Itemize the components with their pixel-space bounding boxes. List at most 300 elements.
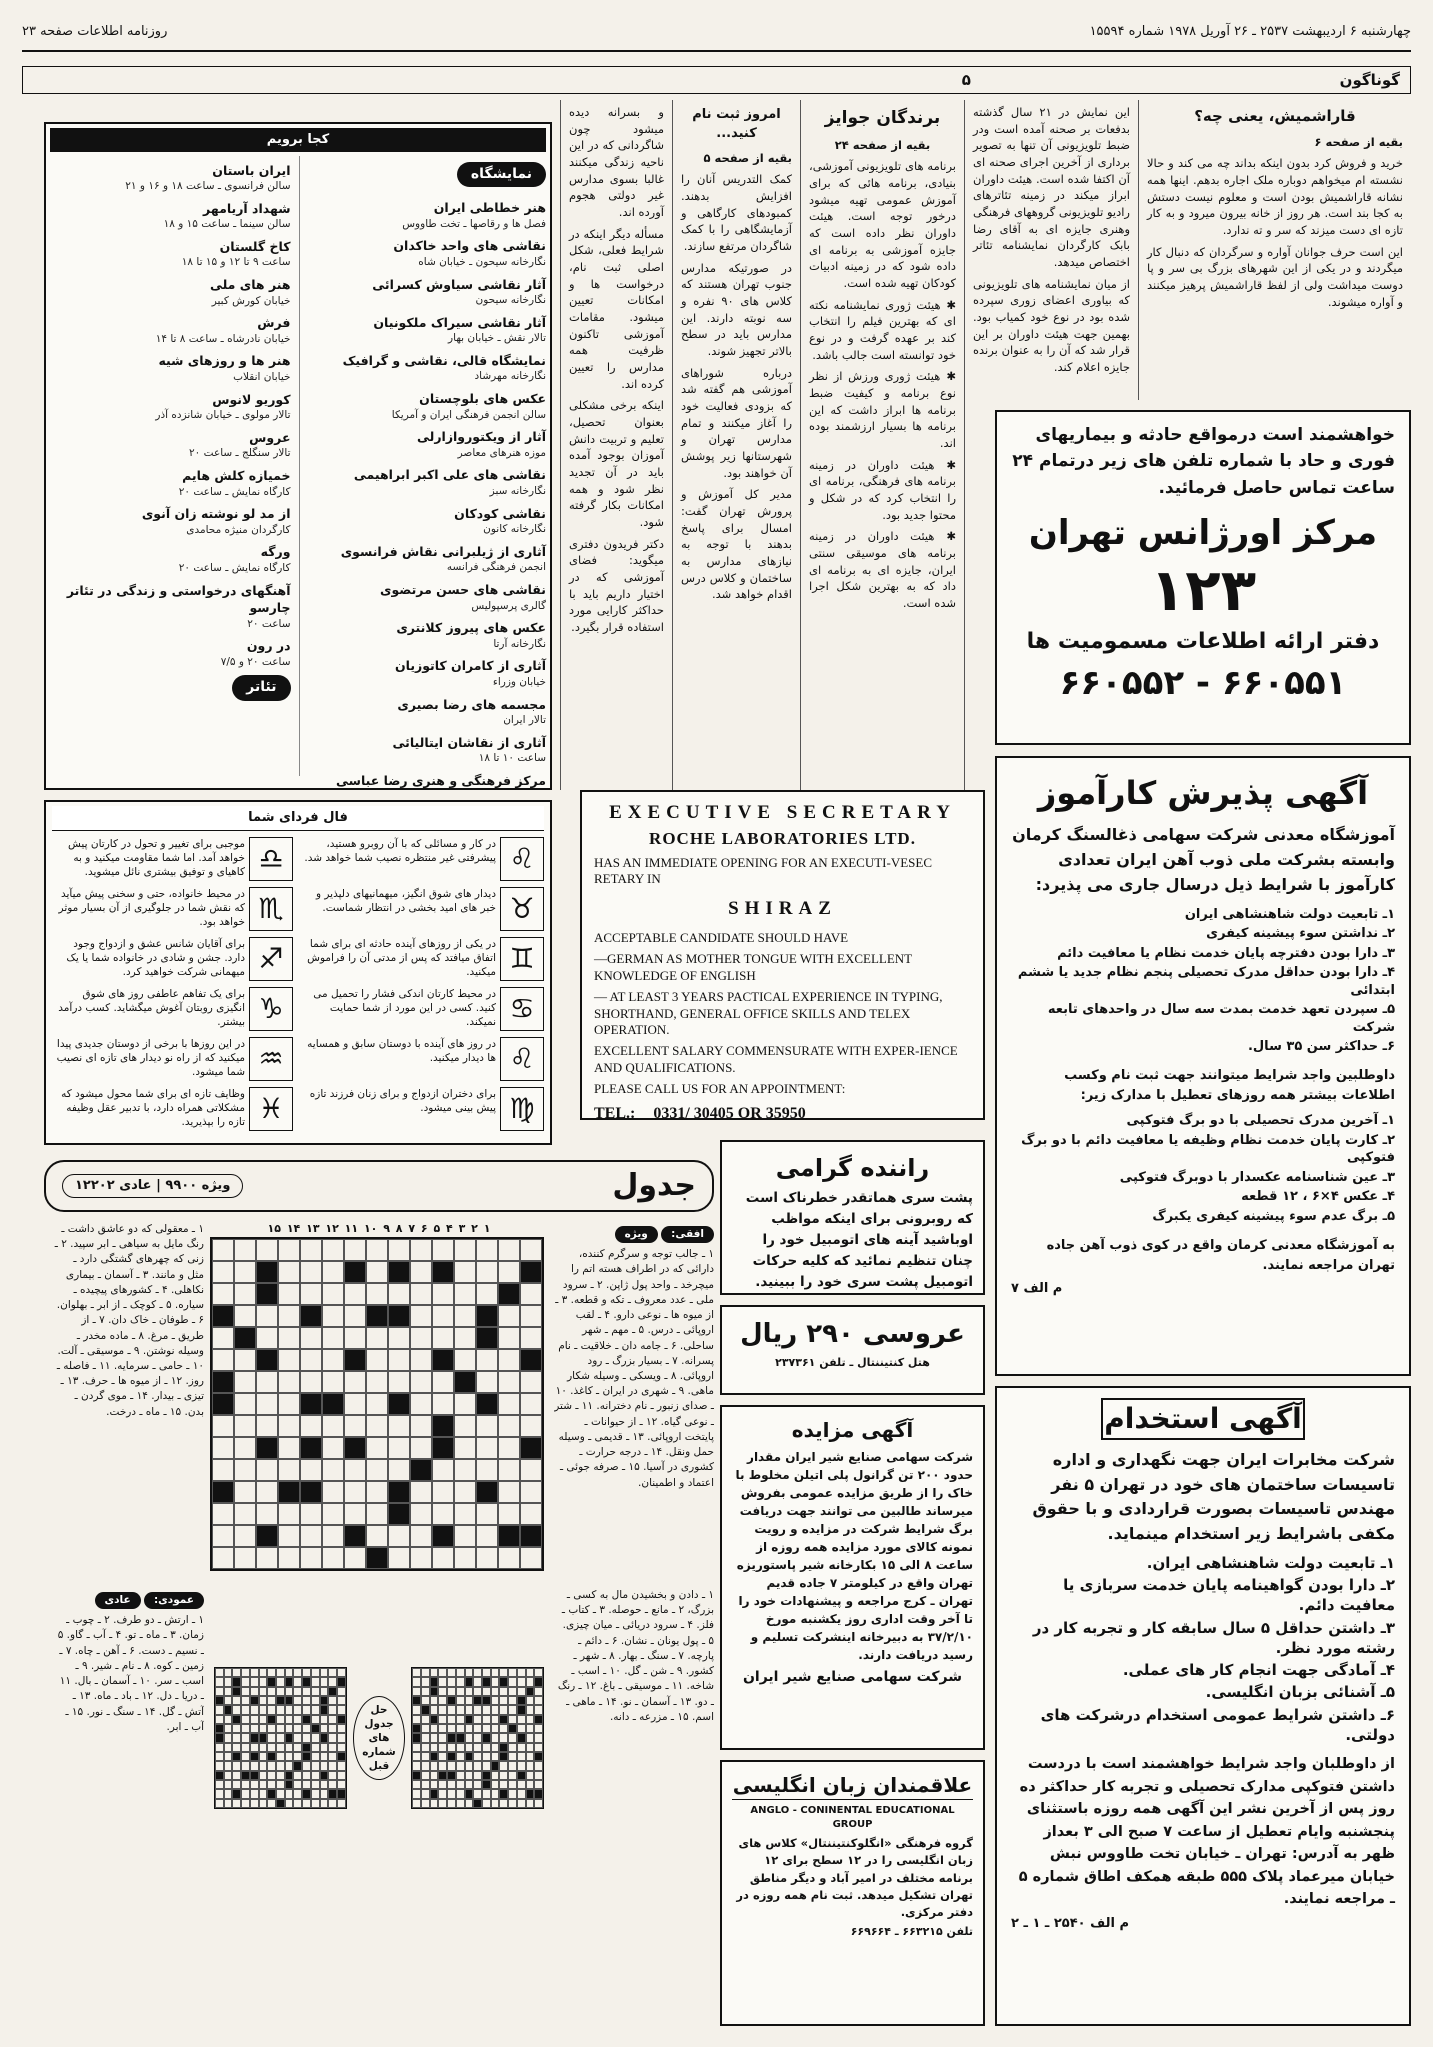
crossword-cell[interactable] (322, 1415, 344, 1437)
crossword-cell[interactable] (432, 1503, 454, 1525)
crossword-cell[interactable] (410, 1283, 432, 1305)
crossword-cell[interactable] (476, 1503, 498, 1525)
column-register (672, 100, 800, 790)
crossword-cell[interactable] (322, 1239, 344, 1261)
crossword-cell (267, 1799, 276, 1808)
crossword-cell[interactable] (410, 1393, 432, 1415)
crossword-cell (267, 1687, 276, 1696)
crossword-cell[interactable] (388, 1283, 410, 1305)
crossword-cell[interactable] (212, 1327, 234, 1349)
crossword-cell (526, 1696, 535, 1705)
crossword-cell[interactable] (322, 1525, 344, 1547)
crossword-cell[interactable] (366, 1371, 388, 1393)
crossword-cell[interactable] (498, 1503, 520, 1525)
crossword-cell[interactable] (454, 1459, 476, 1481)
crossword-cell[interactable] (410, 1305, 432, 1327)
crossword-cell (491, 1799, 500, 1808)
crossword-cell[interactable] (300, 1547, 322, 1569)
crossword-cell[interactable] (300, 1371, 322, 1393)
crossword-cell[interactable] (212, 1415, 234, 1437)
crossword-cell (224, 1743, 233, 1752)
crossword-cell (534, 1771, 543, 1780)
crossword-cell[interactable] (454, 1349, 476, 1371)
crossword-cell[interactable] (278, 1327, 300, 1349)
previous-solution-area (214, 1588, 544, 1888)
crossword-cell (241, 1696, 250, 1705)
crossword-black-cell (320, 1696, 329, 1705)
crossword-cell[interactable] (212, 1283, 234, 1305)
crossword-cell (412, 1687, 421, 1696)
crossword-cell[interactable] (322, 1459, 344, 1481)
crossword-cell (534, 1799, 543, 1808)
crossword-cell[interactable] (498, 1305, 520, 1327)
crossword-cell (412, 1668, 421, 1677)
crossword-cell[interactable] (410, 1503, 432, 1525)
listing-item-title: مجسمه های رضا بصیری (397, 696, 546, 712)
crossword-black-cell (534, 1677, 543, 1686)
listing-item-address: ساعت ۲۰ (247, 617, 291, 630)
crossword-black-cell (267, 1789, 276, 1798)
crossword-cell[interactable] (234, 1261, 256, 1283)
crossword-cell[interactable] (410, 1547, 432, 1569)
crossword-cell (447, 1743, 456, 1752)
crossword-cell[interactable] (234, 1459, 256, 1481)
normal-label: عادی (95, 1592, 141, 1609)
crossword-cell[interactable] (322, 1327, 344, 1349)
crossword-cell[interactable] (234, 1547, 256, 1569)
crossword-cell[interactable] (212, 1547, 234, 1569)
crossword-black-cell (456, 1733, 465, 1742)
crossword-cell (285, 1705, 294, 1714)
crossword-cell (250, 1780, 259, 1789)
crossword-cell[interactable] (300, 1283, 322, 1305)
crossword-cell (473, 1771, 482, 1780)
crossword-cell[interactable] (366, 1261, 388, 1283)
crossword-cell (526, 1715, 535, 1724)
crossword-cell (224, 1799, 233, 1808)
crossword-black-cell (212, 1305, 234, 1327)
crossword-black-cell (482, 1677, 491, 1686)
listing-item-title: کاخ گلستان (219, 238, 291, 254)
crossword-cell[interactable] (454, 1393, 476, 1415)
listing-item-title: آثاری از نقاشان ایتالیائی (392, 734, 546, 750)
crossword-cell[interactable] (476, 1415, 498, 1437)
crossword-cell[interactable] (388, 1459, 410, 1481)
crossword-black-cell (302, 1752, 311, 1761)
crossword-cell[interactable] (498, 1327, 520, 1349)
crossword-cell[interactable] (278, 1261, 300, 1283)
crossword-cell[interactable] (476, 1283, 498, 1305)
crossword-cell[interactable] (366, 1503, 388, 1525)
crossword-cell[interactable] (256, 1371, 278, 1393)
crossword-cell[interactable] (344, 1459, 366, 1481)
executive-secretary-ad (580, 790, 985, 1120)
crossword-cell[interactable] (366, 1459, 388, 1481)
crossword-cell[interactable] (432, 1393, 454, 1415)
crossword-cell[interactable] (520, 1547, 542, 1569)
crossword-cell[interactable] (256, 1239, 278, 1261)
crossword-cell[interactable] (388, 1415, 410, 1437)
crossword-cell (259, 1677, 268, 1686)
crossword-cell[interactable] (410, 1437, 432, 1459)
crossword-cell (337, 1771, 346, 1780)
secretary-tel: 0331/ 30405 OR 35950 (653, 1105, 806, 1120)
crossword-cell[interactable] (432, 1481, 454, 1503)
crossword-cell[interactable] (344, 1239, 366, 1261)
crossword-cell (215, 1761, 224, 1770)
crossword-cell (438, 1761, 447, 1770)
crossword-cell[interactable] (432, 1371, 454, 1393)
column-sub: بقیه از صفحه ۲۴ (834, 137, 931, 152)
crossword-cell[interactable] (520, 1371, 542, 1393)
crossword-cell[interactable] (278, 1459, 300, 1481)
listing-title: کجا برویم (50, 128, 546, 152)
crossword-cell[interactable] (256, 1481, 278, 1503)
crossword-cell (491, 1668, 500, 1677)
crossword-cell[interactable] (410, 1371, 432, 1393)
crossword-cell[interactable] (344, 1327, 366, 1349)
crossword-cell (293, 1780, 302, 1789)
crossword-cell (526, 1780, 535, 1789)
crossword-cell[interactable] (234, 1349, 256, 1371)
crossword-cell[interactable] (366, 1327, 388, 1349)
crossword-cell[interactable] (498, 1371, 520, 1393)
crossword-cell[interactable] (454, 1525, 476, 1547)
listing-item-title: نقاشی های حسن مرتضوی (380, 582, 546, 598)
crossword-cell[interactable] (344, 1481, 366, 1503)
crossword-cell[interactable] (454, 1239, 476, 1261)
crossword-cell[interactable] (256, 1393, 278, 1415)
crossword-cell[interactable] (454, 1547, 476, 1569)
crossword-cell[interactable] (410, 1481, 432, 1503)
crossword-cell (447, 1668, 456, 1677)
crossword-cell (430, 1799, 439, 1808)
crossword-cell[interactable] (278, 1239, 300, 1261)
english-title: علاقمندان زبان انگلیسی (732, 1772, 973, 1800)
crossword-cell[interactable] (454, 1283, 476, 1305)
crossword-cell[interactable] (498, 1437, 520, 1459)
crossword-cell[interactable] (212, 1261, 234, 1283)
crossword-cell[interactable] (366, 1437, 388, 1459)
crossword-cell[interactable] (476, 1525, 498, 1547)
crossword-cell[interactable] (344, 1547, 366, 1569)
crossword-cell[interactable] (234, 1415, 256, 1437)
poison-office-phones: ۶۶۰۵۵۱ - ۶۶۰۵۵۲ (1059, 662, 1347, 703)
crossword-cell (473, 1733, 482, 1742)
crossword-cell[interactable] (388, 1437, 410, 1459)
crossword-cell[interactable] (256, 1503, 278, 1525)
crossword-cell (491, 1789, 500, 1798)
crossword-cell (259, 1696, 268, 1705)
crossword-cell (259, 1780, 268, 1789)
crossword-cell[interactable] (234, 1239, 256, 1261)
crossword-cell[interactable] (322, 1547, 344, 1569)
crossword-cell[interactable] (256, 1415, 278, 1437)
employment-condition: ۳ـ داشتن حداقل ۵ سال سابقه کار و تجربه کار در رشته مورد نظر. (1032, 1618, 1395, 1657)
crossword-cell (267, 1696, 276, 1705)
crossword-cell (259, 1752, 268, 1761)
crossword-cell[interactable] (278, 1371, 300, 1393)
crossword-cell[interactable] (322, 1305, 344, 1327)
crossword-cell[interactable] (388, 1327, 410, 1349)
crossword-cell[interactable] (388, 1371, 410, 1393)
crossword-cell (438, 1799, 447, 1808)
crossword-black-cell (432, 1261, 454, 1283)
crossword-cell[interactable] (300, 1349, 322, 1371)
listing-item-address: ساعت ۲۰ و ۷/۵ (220, 655, 291, 668)
crossword-cell[interactable] (300, 1327, 322, 1349)
crossword-cell[interactable] (366, 1283, 388, 1305)
crossword-cell[interactable] (410, 1349, 432, 1371)
vertical-label: عمودی: (144, 1592, 204, 1609)
crossword-cell[interactable] (212, 1239, 234, 1261)
crossword-cell[interactable] (344, 1305, 366, 1327)
crossword-cell[interactable] (476, 1349, 498, 1371)
crossword-cell[interactable] (212, 1459, 234, 1481)
crossword-cell (232, 1780, 241, 1789)
crossword-cell[interactable] (278, 1547, 300, 1569)
crossword-cell[interactable] (300, 1415, 322, 1437)
crossword-cell[interactable] (278, 1305, 300, 1327)
crossword-cell (456, 1752, 465, 1761)
crossword-cell[interactable] (388, 1525, 410, 1547)
crossword-cell[interactable] (322, 1261, 344, 1283)
crossword-cell[interactable] (278, 1393, 300, 1415)
crossword-cell (534, 1696, 543, 1705)
crossword-black-cell (344, 1261, 366, 1283)
crossword-cell[interactable] (234, 1525, 256, 1547)
crossword-cell[interactable] (322, 1503, 344, 1525)
crossword-cell[interactable] (476, 1547, 498, 1569)
crossword-cell[interactable] (344, 1503, 366, 1525)
horoscope-entry (52, 837, 293, 881)
crossword-cell[interactable] (344, 1371, 366, 1393)
crossword-cell[interactable] (454, 1327, 476, 1349)
crossword-cell (215, 1687, 224, 1696)
crossword-cell[interactable] (366, 1415, 388, 1437)
column-body: کمک التدریس آنان را افزایش بدهند. کمبودهای کارگاهی و آزمایشگاهی را با کمک شاگردان مرتفع سازند. (681, 172, 792, 254)
crossword-cell[interactable] (278, 1437, 300, 1459)
crossword-cell (267, 1743, 276, 1752)
crossword-cell[interactable] (234, 1393, 256, 1415)
english-text: گروه فرهنگی «انگلوکنتیننتال» کلاس های زبان انگلیسی را در ۱۲ سطح برای ۱۲ برنامه مختلف در امیر آباد و دیگر مناطق تهران تشکیل میدهد. ثبت نام همه روزه در دفتر مرکزی. (736, 1836, 973, 1919)
column-sub: بقیه از صفحه ۵ (703, 150, 792, 165)
crossword-cell (259, 1799, 268, 1808)
crossword-cell[interactable] (520, 1481, 542, 1503)
crossword-cell[interactable] (520, 1459, 542, 1481)
crossword-cell (421, 1780, 430, 1789)
crossword-cell[interactable] (432, 1547, 454, 1569)
crossword-cell[interactable] (388, 1349, 410, 1371)
crossword-cell[interactable] (366, 1349, 388, 1371)
crossword-cell[interactable] (322, 1481, 344, 1503)
crossword-black-cell (337, 1715, 346, 1724)
crossword-cell[interactable] (212, 1437, 234, 1459)
crossword-cell (293, 1733, 302, 1742)
crossword-cell (438, 1668, 447, 1677)
crossword-grid[interactable] (210, 1237, 544, 1571)
crossword-cell (337, 1733, 346, 1742)
crossword-cell[interactable] (256, 1327, 278, 1349)
crossword-cell[interactable] (454, 1481, 476, 1503)
crossword-cell[interactable] (212, 1525, 234, 1547)
crossword-cell[interactable] (432, 1459, 454, 1481)
crossword-black-cell (432, 1437, 454, 1459)
horoscope-entry (52, 987, 293, 1031)
crossword-cell[interactable] (498, 1547, 520, 1569)
crossword-cell[interactable] (388, 1239, 410, 1261)
crossword-cell[interactable] (278, 1349, 300, 1371)
crossword-cell (259, 1705, 268, 1714)
crossword-cell (241, 1780, 250, 1789)
crossword-cell[interactable] (520, 1283, 542, 1305)
crossword-cell[interactable] (322, 1349, 344, 1371)
crossword-cell[interactable] (498, 1239, 520, 1261)
crossword-black-cell (412, 1696, 421, 1705)
crossword-black-cell (388, 1481, 410, 1503)
crossword-cell[interactable] (300, 1239, 322, 1261)
crossword-cell[interactable] (520, 1239, 542, 1261)
crossword-cell[interactable] (476, 1371, 498, 1393)
crossword-cell[interactable] (454, 1503, 476, 1525)
crossword-cell[interactable] (278, 1525, 300, 1547)
crossword-black-cell (517, 1771, 526, 1780)
crossword-cell[interactable] (300, 1261, 322, 1283)
crossword-cell[interactable] (256, 1547, 278, 1569)
column-body-2: این است حرف جوانان آواره و سرگردان که دنبال کار میگردند و در یکی از این شهرهای بزرگ بی سر و پا دوست میداشت ولی از لفظ قاراشمیش پرهیز میکنند و آواره میشوند. (1147, 244, 1403, 309)
crossword-cell[interactable] (300, 1525, 322, 1547)
crossword-cell[interactable] (498, 1481, 520, 1503)
apprentice-condition: ۱ـ تابعیت دولت شاهنشاهی ایران (1184, 906, 1395, 922)
crossword-cell[interactable] (278, 1503, 300, 1525)
crossword-cell[interactable] (498, 1393, 520, 1415)
crossword-cell[interactable] (410, 1261, 432, 1283)
crossword-cell[interactable] (234, 1481, 256, 1503)
crossword-cell[interactable] (476, 1437, 498, 1459)
listing-item-title: هنر خطاطی ایران (433, 200, 546, 216)
crossword-cell[interactable] (410, 1239, 432, 1261)
crossword-cell[interactable] (300, 1503, 322, 1525)
crossword-cell (293, 1705, 302, 1714)
crossword-cell[interactable] (454, 1437, 476, 1459)
crossword-cell[interactable] (498, 1415, 520, 1437)
crossword-cell[interactable] (344, 1283, 366, 1305)
listing-item-address: خیابان کورش کبیر (211, 294, 291, 307)
crossword-cell[interactable] (476, 1239, 498, 1261)
listing-item-title: عروس (249, 429, 291, 445)
crossword-cell[interactable] (520, 1305, 542, 1327)
crossword-cell (224, 1752, 233, 1761)
crossword-cell[interactable] (322, 1371, 344, 1393)
crossword-cell[interactable] (234, 1437, 256, 1459)
crossword-cell[interactable] (432, 1239, 454, 1261)
crossword-cell[interactable] (322, 1437, 344, 1459)
crossword-cell[interactable] (454, 1305, 476, 1327)
crossword-cell[interactable] (344, 1393, 366, 1415)
crossword-cell[interactable] (234, 1503, 256, 1525)
crossword-cell[interactable] (432, 1327, 454, 1349)
crossword-cell[interactable] (234, 1371, 256, 1393)
crossword-cell[interactable] (476, 1261, 498, 1283)
crossword-black-cell (476, 1327, 498, 1349)
crossword-cell[interactable] (366, 1525, 388, 1547)
crossword-cell (526, 1743, 535, 1752)
employment-condition: ۲ـ دارا بودن گواهینامه پایان خدمت سربازی یا معافیت دائم. (1063, 1576, 1395, 1615)
section-bar (22, 66, 1411, 94)
crossword-cell[interactable] (322, 1283, 344, 1305)
crossword-cell (499, 1696, 508, 1705)
crossword-cell[interactable] (432, 1305, 454, 1327)
crossword-cell[interactable] (212, 1349, 234, 1371)
crossword-cell[interactable] (520, 1503, 542, 1525)
crossword-cell (285, 1687, 294, 1696)
crossword-cell[interactable] (410, 1415, 432, 1437)
where-to-go-listing (44, 122, 552, 790)
crossword-cell[interactable] (432, 1283, 454, 1305)
crossword-black-cell (232, 1687, 241, 1696)
crossword-cell[interactable] (498, 1349, 520, 1371)
crossword-cell (438, 1789, 447, 1798)
crossword-cell[interactable] (498, 1459, 520, 1481)
crossword-cell[interactable] (256, 1459, 278, 1481)
crossword-cell[interactable] (344, 1415, 366, 1437)
crossword-cell[interactable] (498, 1261, 520, 1283)
crossword-cell[interactable] (388, 1547, 410, 1569)
listing-item-title: ورگه (260, 544, 291, 560)
crossword-cell[interactable] (278, 1283, 300, 1305)
crossword-cell[interactable] (278, 1415, 300, 1437)
crossword-black-cell (526, 1789, 535, 1798)
crossword-cell (465, 1668, 474, 1677)
crossword-cell (534, 1705, 543, 1714)
crossword-cell[interactable] (300, 1459, 322, 1481)
crossword-cell[interactable] (234, 1283, 256, 1305)
crossword-cell[interactable] (410, 1327, 432, 1349)
crossword-cell[interactable] (454, 1261, 476, 1283)
crossword-cell (534, 1724, 543, 1733)
crossword-cell (259, 1668, 268, 1677)
crossword-cell[interactable] (366, 1393, 388, 1415)
listing-item-title: نقاشی های واحد خاکدان (393, 238, 546, 254)
crossword-cell (499, 1771, 508, 1780)
zodiac-sign-icon: ♓ (249, 1087, 293, 1131)
crossword-cell[interactable] (212, 1503, 234, 1525)
crossword-cell[interactable] (520, 1327, 542, 1349)
crossword-black-cell (259, 1733, 268, 1742)
crossword-cell[interactable] (366, 1239, 388, 1261)
crossword-cell[interactable] (520, 1415, 542, 1437)
crossword-cell[interactable] (234, 1305, 256, 1327)
crossword-cell (337, 1724, 346, 1733)
employment-outro: از داوطلبان واجد شرایط خواهشمند است با دردست داشتن فتوکپی مدارک تحصیلی و تجربه کار حداکثر ده روز پس از آخرین نشر این آگهی همه روزه باستثنای پنجشنبه وایام تعطیل از ساعت ۷ صبح الی ۳ بعداز ظهر به آدرس: تهران ـ خیابان تخت طاووس نبش خیابان میرعماد پلاک ۵۵۵ طبقه همکف اطاق شماره ۵ ـ مراجعه نمایند. (1018, 1756, 1395, 1908)
crossword-cell (259, 1789, 268, 1798)
crossword-cell[interactable] (520, 1393, 542, 1415)
listing-item-title: در رون (246, 638, 291, 654)
crossword-black-cell (430, 1687, 439, 1696)
listing-item-address: ساعت ۱۰ تا ۱۸ (478, 752, 546, 765)
crossword-cell[interactable] (410, 1525, 432, 1547)
crossword-cell[interactable] (366, 1481, 388, 1503)
crossword-cell (508, 1677, 517, 1686)
crossword-black-cell (465, 1677, 474, 1686)
crossword-cell (215, 1743, 224, 1752)
crossword-cell[interactable] (454, 1415, 476, 1437)
crossword-special-label: ویژه (201, 1178, 231, 1194)
crossword-cell[interactable] (256, 1305, 278, 1327)
listing-left-column (50, 156, 291, 776)
crossword-cell[interactable] (476, 1459, 498, 1481)
crossword-cell (311, 1705, 320, 1714)
